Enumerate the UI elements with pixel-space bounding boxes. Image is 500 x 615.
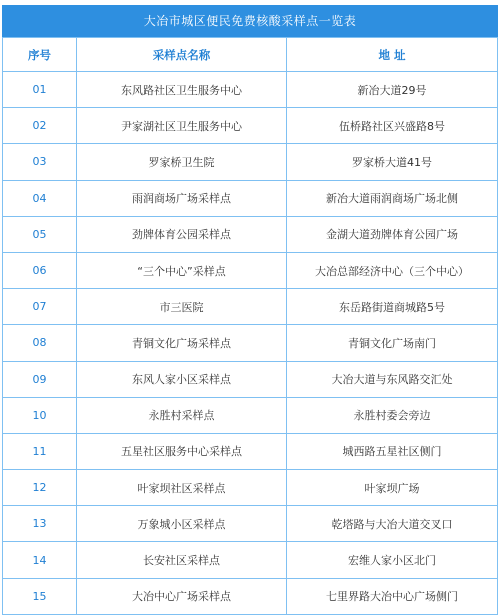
row-name: 东风路社区卫生服务中心: [77, 72, 287, 108]
row-name: 大冶中心广场采样点: [77, 578, 287, 614]
row-address: 伍桥路社区兴盛路8号: [287, 108, 498, 144]
row-name: 雨润商场广场采样点: [77, 180, 287, 216]
row-name: 长安社区采样点: [77, 542, 287, 578]
row-name: 市三医院: [77, 289, 287, 325]
row-index: 10: [3, 397, 77, 433]
table-row: [3, 325, 498, 361]
table-container: [2, 0, 498, 615]
row-index: 06: [3, 252, 77, 288]
row-index: 11: [3, 433, 77, 469]
table-row: [3, 216, 498, 252]
row-index: 05: [3, 216, 77, 252]
row-index: 12: [3, 470, 77, 506]
table-row: [3, 289, 498, 325]
row-index: 15: [3, 578, 77, 614]
table-row: [3, 433, 498, 469]
row-name: 尹家湖社区卫生服务中心: [77, 108, 287, 144]
table-row: [3, 578, 498, 614]
header-address: 地 址: [287, 38, 498, 72]
row-address: 宏维人家小区北门: [287, 542, 498, 578]
row-address: 乾塔路与大冶大道交叉口: [287, 506, 498, 542]
row-index: 02: [3, 108, 77, 144]
row-address: 大冶总部经济中心（三个中心）: [287, 252, 498, 288]
table-row: [3, 180, 498, 216]
row-index: 14: [3, 542, 77, 578]
table-title: 大冶市城区便民免费核酸采样点一览表: [2, 5, 498, 37]
row-address: 罗家桥大道41号: [287, 144, 498, 180]
row-index: 01: [3, 72, 77, 108]
header-index: 序号: [3, 38, 77, 72]
row-address: 金湖大道劲牌体育公园广场: [287, 216, 498, 252]
row-address: 大冶大道与东风路交汇处: [287, 361, 498, 397]
table-row: [3, 542, 498, 578]
table-row: [3, 72, 498, 108]
row-address: 七里界路大冶中心广场侧门: [287, 578, 498, 614]
row-name: “三个中心”采样点: [77, 252, 287, 288]
row-index: 03: [3, 144, 77, 180]
table-row: [3, 397, 498, 433]
row-address: 叶家坝广场: [287, 470, 498, 506]
row-name: 五星社区服务中心采样点: [77, 433, 287, 469]
header-row: [3, 38, 498, 72]
table-row: [3, 144, 498, 180]
row-address: 东岳路街道商城路5号: [287, 289, 498, 325]
row-address: 新冶大道雨润商场广场北侧: [287, 180, 498, 216]
row-name: 青铜文化广场采样点: [77, 325, 287, 361]
table-row: [3, 361, 498, 397]
row-index: 08: [3, 325, 77, 361]
row-name: 劲牌体育公园采样点: [77, 216, 287, 252]
row-address: 永胜村委会旁边: [287, 397, 498, 433]
row-name: 罗家桥卫生院: [77, 144, 287, 180]
row-index: 07: [3, 289, 77, 325]
row-index: 13: [3, 506, 77, 542]
table-row: [3, 470, 498, 506]
header-name: 采样点名称: [77, 38, 287, 72]
sampling-points-table: [2, 37, 498, 615]
row-name: 叶家坝社区采样点: [77, 470, 287, 506]
row-name: 东风人家小区采样点: [77, 361, 287, 397]
row-index: 09: [3, 361, 77, 397]
row-index: 04: [3, 180, 77, 216]
table-row: [3, 108, 498, 144]
table-row: [3, 506, 498, 542]
row-address: 新冶大道29号: [287, 72, 498, 108]
row-name: 万象城小区采样点: [77, 506, 287, 542]
row-address: 城西路五星社区侧门: [287, 433, 498, 469]
row-address: 青铜文化广场南门: [287, 325, 498, 361]
table-row: [3, 252, 498, 288]
table-body: [3, 72, 498, 615]
row-name: 永胜村采样点: [77, 397, 287, 433]
